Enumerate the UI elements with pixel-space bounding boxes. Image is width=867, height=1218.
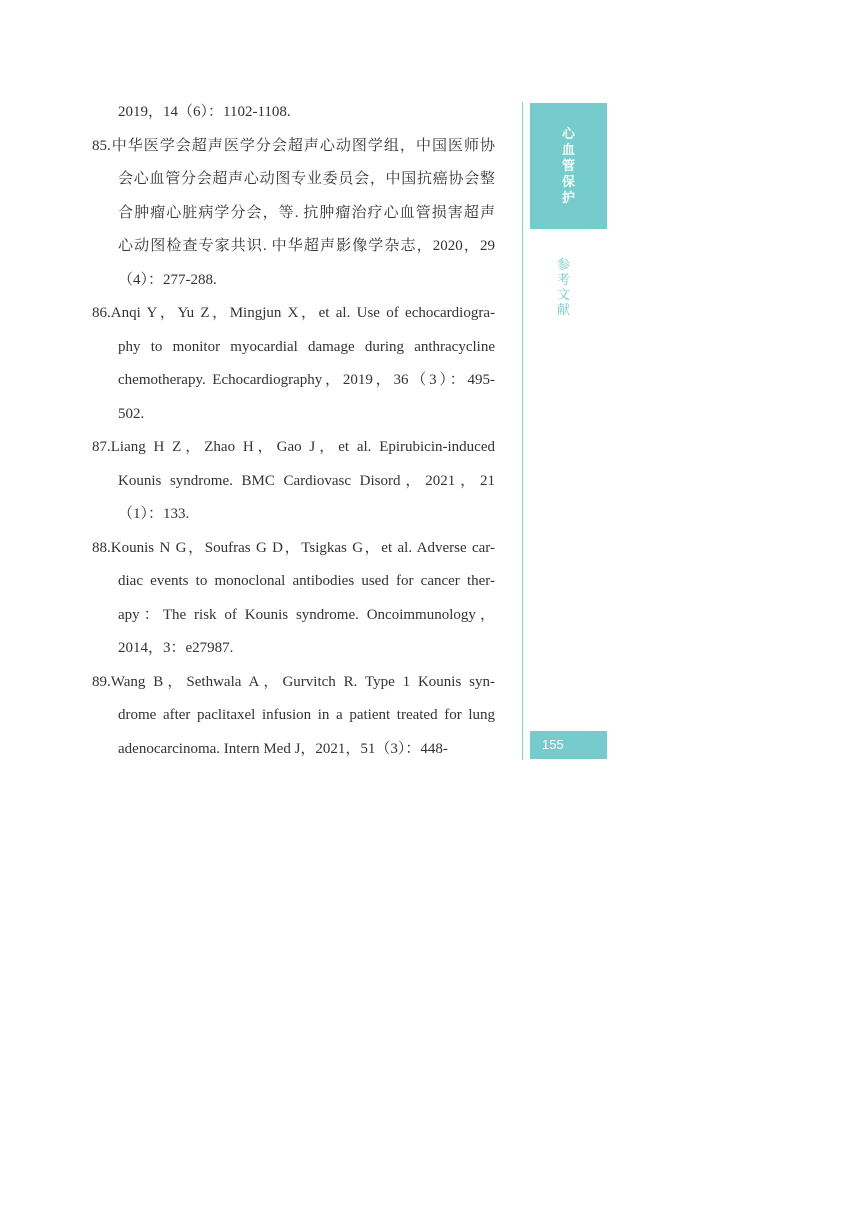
reference-number: 89. xyxy=(92,673,111,690)
vertical-char: 管 xyxy=(561,159,575,174)
reference-line: chemotherapy. Echocardiography，2019，36（3）：495- xyxy=(118,372,495,388)
reference-list xyxy=(92,96,495,766)
reference-line: adenocarcinoma. Intern Med J，2021，51（3）：448- xyxy=(118,740,448,757)
reference-item xyxy=(92,666,495,767)
vertical-char: 血 xyxy=(561,143,575,158)
reference-item xyxy=(92,96,495,130)
reference-item xyxy=(92,431,495,532)
reference-item xyxy=(92,532,495,666)
reference-line: 502. xyxy=(118,405,145,422)
reference-line xyxy=(92,666,495,700)
vertical-char: 考 xyxy=(556,273,570,288)
reference-item xyxy=(92,130,495,298)
vertical-char: 护 xyxy=(561,191,575,206)
reference-line: 2019，14（6）：1102-1108. xyxy=(118,104,291,120)
reference-line xyxy=(92,130,495,164)
vertical-char: 心 xyxy=(561,127,575,142)
reference-line: drome after paclitaxel infusion in a patient treated for lung xyxy=(118,707,495,723)
page-number-box xyxy=(530,731,607,759)
vertical-char: 献 xyxy=(556,303,570,318)
reference-line: 合肿瘤心脏病学分会，等. 抗肿瘤治疗心血管损害超声 xyxy=(118,204,495,221)
reference-line: diac events to monoclonal antibodies used for cancer ther- xyxy=(118,573,495,589)
reference-line xyxy=(92,532,495,566)
reference-line: Kounis syndrome. BMC Cardiovasc Disord，2021，21 xyxy=(118,472,495,489)
reference-line: apy：The risk of Kounis syndrome. Oncoimmunology， xyxy=(118,606,495,623)
section-title xyxy=(530,127,607,207)
reference-item xyxy=(92,297,495,431)
reference-line xyxy=(92,431,495,465)
reference-text: Wang B，Sethwala A，Gurvitch R. Type 1 Kounis syn- xyxy=(110,673,495,690)
reference-text: Kounis N G，Soufras G D，Tsigkas G，et al. Adverse car- xyxy=(110,539,495,556)
vertical-char: 文 xyxy=(556,288,570,303)
reference-line xyxy=(92,297,495,331)
reference-line: 2014，3：e27987. xyxy=(118,640,234,656)
vertical-char: 保 xyxy=(561,175,575,190)
vertical-divider xyxy=(522,102,523,760)
reference-line: （4）：277-288. xyxy=(118,271,217,288)
chapter-label xyxy=(530,258,597,318)
reference-text: Liang H Z，Zhao H，Gao J，et al. Epirubicin-induced xyxy=(110,439,495,455)
page-number: 155 xyxy=(542,737,564,752)
reference-line: phy to monitor myocardial damage during anthracycline xyxy=(118,338,495,355)
section-tab xyxy=(530,103,607,229)
reference-number: 88. xyxy=(92,539,111,556)
reference-line: 心动图检查专家共识. 中华超声影像学杂志，2020，29 xyxy=(118,238,495,254)
reference-text: Anqi Y，Yu Z，Mingjun X，et al. Use of echocardiogra- xyxy=(110,305,495,321)
vertical-char: 参 xyxy=(556,258,570,273)
reference-number: 85. xyxy=(92,137,111,154)
reference-number: 86. xyxy=(92,305,111,321)
reference-line: （1）：133. xyxy=(118,506,190,522)
reference-line: 会心血管分会超声心动图专业委员会，中国抗癌协会整 xyxy=(118,171,495,187)
reference-number: 87. xyxy=(92,439,111,455)
reference-text: 中华医学会超声医学分会超声心动图学组，中国医师协 xyxy=(110,137,495,154)
